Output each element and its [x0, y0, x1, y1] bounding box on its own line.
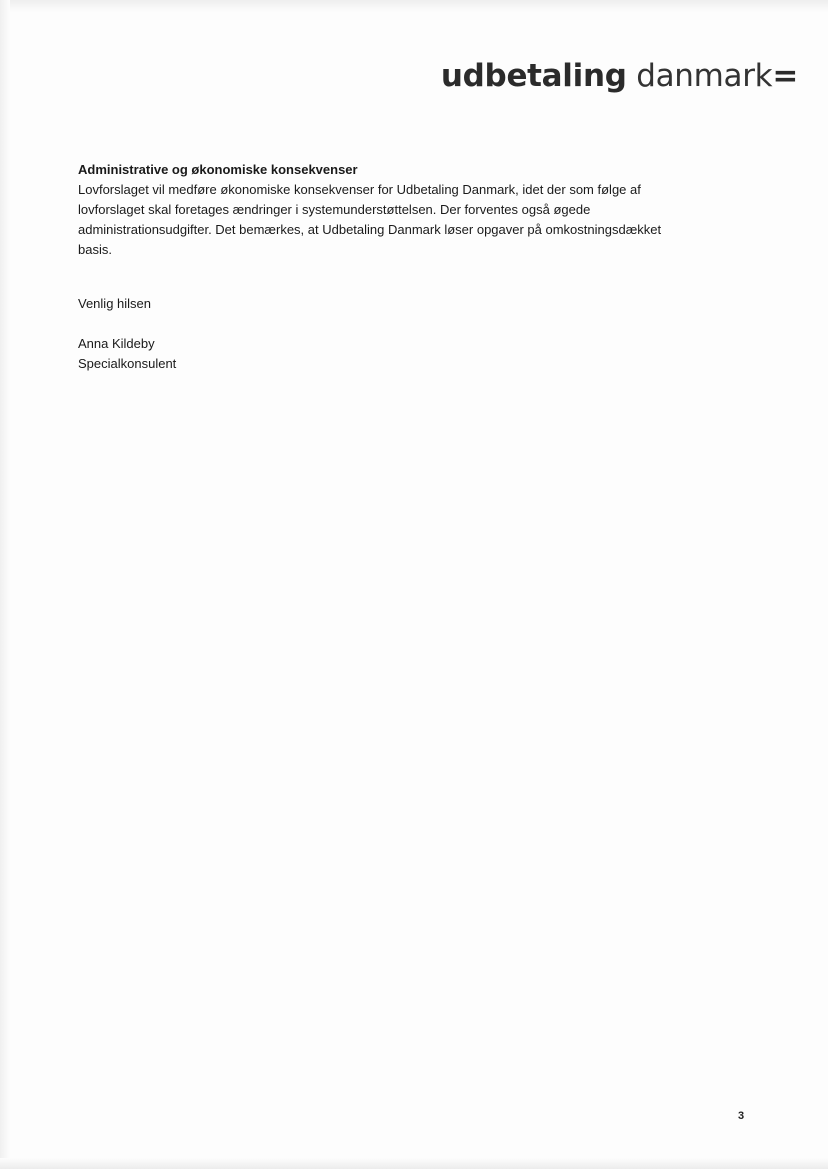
scan-edge-top: [0, 0, 828, 12]
logo-text-udbetaling: udbetaling: [440, 58, 627, 94]
consequences-section: [78, 160, 738, 260]
body-line: Lovforslaget vil medføre økonomiske konsekvenser for Udbetaling Danmark, idet der som følge af: [78, 182, 641, 197]
body-line: lovforslaget skal foretages ændringer i systemunderstøttelsen. Der forventes også øgede: [78, 202, 591, 217]
logo-text-danmark: danmark: [636, 58, 773, 94]
udbetaling-danmark-logo: [441, 56, 798, 96]
section-heading: Administrative og økonomiske konsekvenser: [78, 162, 358, 177]
signer-title: Specialkonsulent: [78, 356, 177, 371]
section-body: [78, 180, 738, 260]
closing-greeting: Venlig hilsen: [78, 296, 151, 311]
logo-equals-mark: =: [772, 58, 798, 94]
page-number: 3: [738, 1110, 745, 1122]
scan-edge-bottom: [0, 1158, 828, 1169]
body-line: administrationsudgifter. Det bemærkes, at Udbetaling Danmark løser opgaver på omkostningsdækket: [78, 222, 662, 237]
signer-name: Anna Kildeby: [78, 336, 155, 351]
scan-edge-left: [0, 0, 10, 1169]
signature-block: [78, 334, 176, 374]
body-line: basis.: [78, 242, 112, 257]
